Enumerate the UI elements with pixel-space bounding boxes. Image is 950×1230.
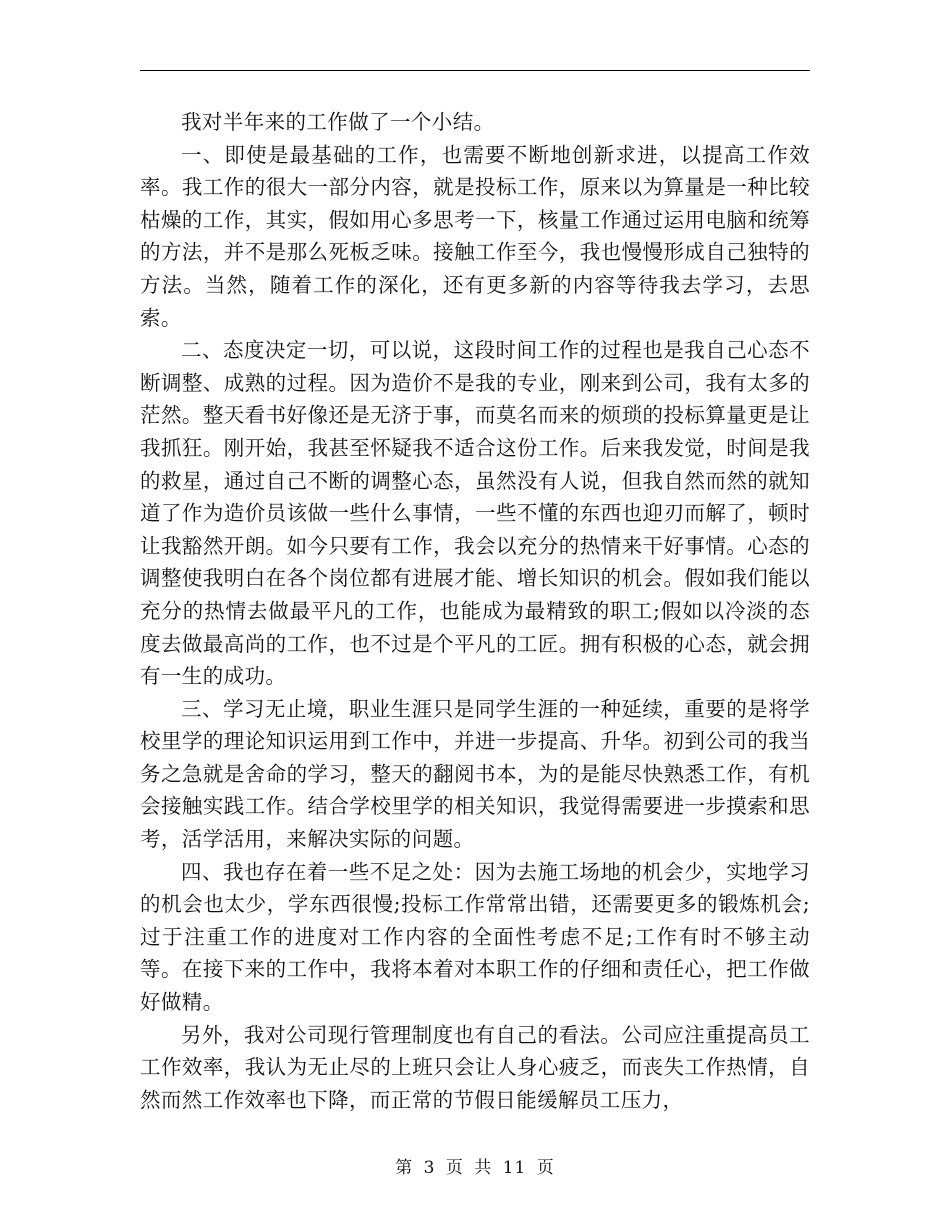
paragraph-additional: 另外，我对公司现行管理制度也有自己的看法。公司应注重提高员工工作效率，我认为无止尽的上班只会让人身心疲乏，而丧失工作热情，自然而然工作效率也下降，而正常的节假日能缓解员工压力， bbox=[140, 1022, 810, 1112]
header-rule bbox=[140, 70, 810, 71]
paragraph-intro: 我对半年来的工作做了一个小结。 bbox=[181, 110, 495, 134]
body-text bbox=[140, 106, 810, 1116]
paragraph-point-2: 二、态度决定一切，可以说，这段时间工作的过程也是我自己心态不断调整、成熟的过程。因为造价不是我的专业，刚来到公司，我有太多的茫然。整天看书好像还是无济于事，而莫名而来的烦琐的投标算量更是让我抓狂。刚开始，我甚至怀疑我不适合这份工作。后来我发觉，时间是我的救星，通过自己不断的调整心态，虽然没有人说，但我自然而然的就知道了作为造价员该做一些什么事情，一些不懂的东西也迎刃而解了，顿时让我豁然开朗。如今只要有工作，我会以充分的热情来干好事情。心态的调整使我明白在各个岗位都有进展才能、增长知识的机会。假如我们能以充分的热情去做最平凡的工作，也能成为最精致的职工;假如以冷淡的态度去做最高尚的工作，也不过是个平凡的工匠。拥有积极的心态，就会拥有一生的成功。 bbox=[140, 338, 810, 689]
paragraph-point-3: 三、学习无止境，职业生涯只是同学生涯的一种延续，重要的是将学校里学的理论知识运用到工作中，并进一步提高、升华。初到公司的我当务之急就是舍命的学习，整天的翻阅书本，为的是能尽快熟悉工作，有机会接触实践工作。结合学校里学的相关知识，我觉得需要进一步摸索和思考，活学活用，来解决实际的问题。 bbox=[140, 696, 810, 852]
paragraph-point-4: 四、我也存在着一些不足之处：因为去施工场地的机会少，实地学习的机会也太少，学东西很慢;投标工作常常出错，还需要更多的锻炼机会;过于注重工作的进度对工作内容的全面性考虑不足;工作有时不够主动等。在接下来的工作中，我将本着对本职工作的仔细和责任心，把工作做好做精。 bbox=[140, 859, 810, 1015]
page-number-footer: 第 3 页 共 11 页 bbox=[395, 1158, 555, 1178]
paragraph-point-1: 一、即使是最基础的工作，也需要不断地创新求进，以提高工作效率。我工作的很大一部分内容，就是投标工作，原来以为算量是一种比较枯燥的工作，其实，假如用心多思考一下，核量工作通过运用电脑和统筹的方法，并不是那么死板乏味。接触工作至今，我也慢慢形成自己独特的方法。当然，随着工作的深化，还有更多新的内容等待我去学习，去思索。 bbox=[140, 142, 810, 330]
